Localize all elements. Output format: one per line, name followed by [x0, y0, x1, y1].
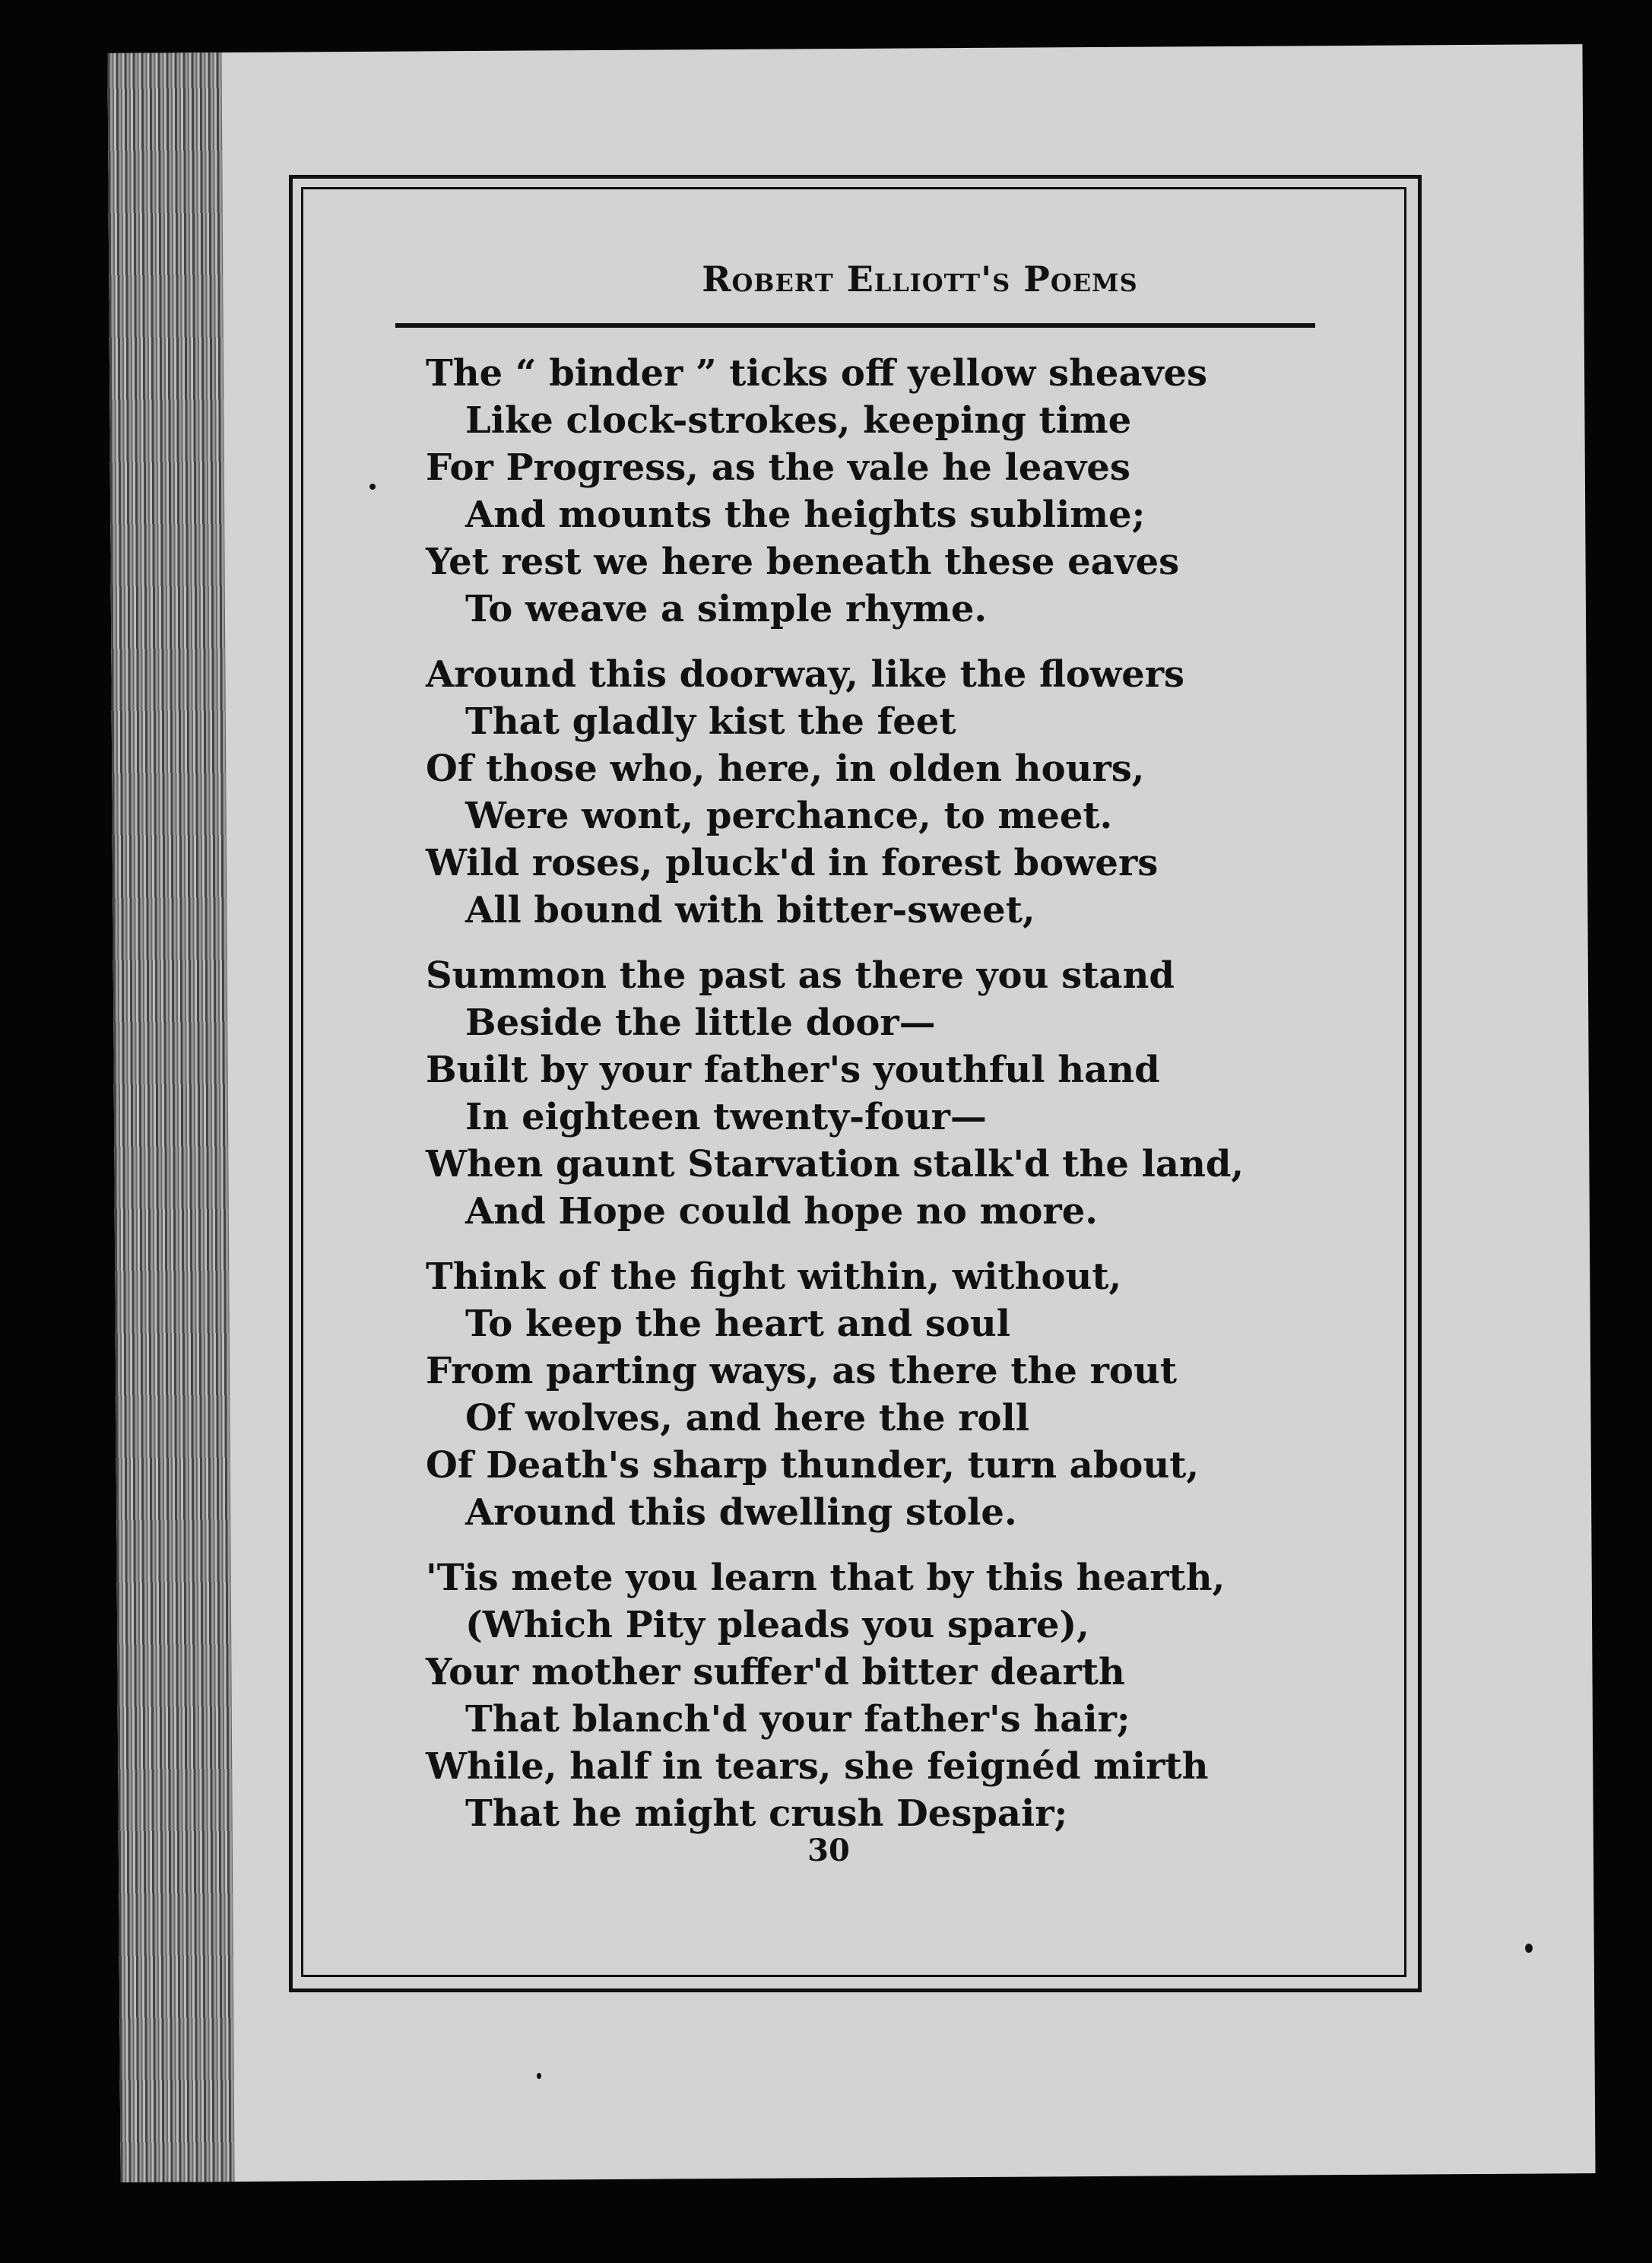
poem-line: Beside the little door— — [465, 1001, 936, 1044]
poem-line: Of those who, here, in olden hours, — [426, 747, 1145, 790]
poem-line: Yet rest we here beneath these eaves — [426, 541, 1180, 583]
poem-line: The “ binder ” ticks off yellow sheaves — [426, 352, 1208, 395]
poem-line: 'Tis mete you learn that by this hearth, — [426, 1557, 1226, 1599]
poem-line: Summon the past as there you stand — [426, 954, 1175, 997]
poem-line: In eighteen twenty-four— — [465, 1096, 987, 1138]
poem-line: That he might crush Despair; — [465, 1792, 1068, 1835]
poem-line: Around this dwelling stole. — [465, 1491, 1017, 1534]
poem-line: That blanch'd your father's hair; — [465, 1698, 1130, 1741]
poem-line: Of Death's sharp thunder, turn about, — [426, 1444, 1200, 1487]
stanza — [426, 952, 1338, 1235]
stanza — [426, 350, 1338, 633]
poem-line: Of wolves, and here the roll — [465, 1397, 1029, 1439]
stanza — [426, 1253, 1338, 1536]
poem-line: Like clock-strokes, keeping time — [465, 399, 1132, 442]
poem-line: Your mother suffer'd bitter dearth — [426, 1651, 1125, 1693]
poem-line: Around this doorway, like the flowers — [426, 653, 1185, 696]
poem-line: Think of the fight within, without, — [426, 1255, 1122, 1298]
poem-line: When gaunt Starvation stalk'd the land, — [426, 1143, 1245, 1185]
poem-line: And mounts the heights sublime; — [465, 494, 1146, 536]
scan-speck — [1525, 1944, 1533, 1953]
poem-line: To weave a simple rhyme. — [465, 588, 988, 630]
header-rule — [395, 323, 1315, 328]
stanza — [426, 1554, 1338, 1837]
poem-line: For Progress, as the vale he leaves — [426, 446, 1130, 489]
scan-speck — [369, 484, 376, 490]
scan-speck — [537, 2073, 541, 2079]
stanza — [426, 651, 1338, 934]
book-binding-edge — [107, 52, 234, 2182]
poem-line: Built by your father's youthful hand — [426, 1049, 1160, 1091]
poem-line: (Which Pity pleads you spare), — [465, 1604, 1089, 1646]
poem-line: That gladly kist the feet — [465, 700, 956, 743]
poem-line: Were wont, perchance, to meet. — [465, 795, 1113, 837]
poem-body — [426, 350, 1338, 1855]
page-number: 30 — [807, 1833, 850, 1868]
poem-line: To keep the heart and soul — [465, 1303, 1011, 1345]
poem-line: And Hope could hope no more. — [465, 1190, 1098, 1233]
poem-line: All bound with bitter-sweet, — [465, 889, 1035, 932]
poem-line: From parting ways, as there the rout — [426, 1350, 1178, 1392]
poem-line: While, half in tears, she feignéd mirth — [426, 1745, 1209, 1788]
poem-line: Wild roses, pluck'd in forest bowers — [426, 842, 1159, 884]
running-head: Robert Elliott's Poems — [702, 259, 1138, 300]
